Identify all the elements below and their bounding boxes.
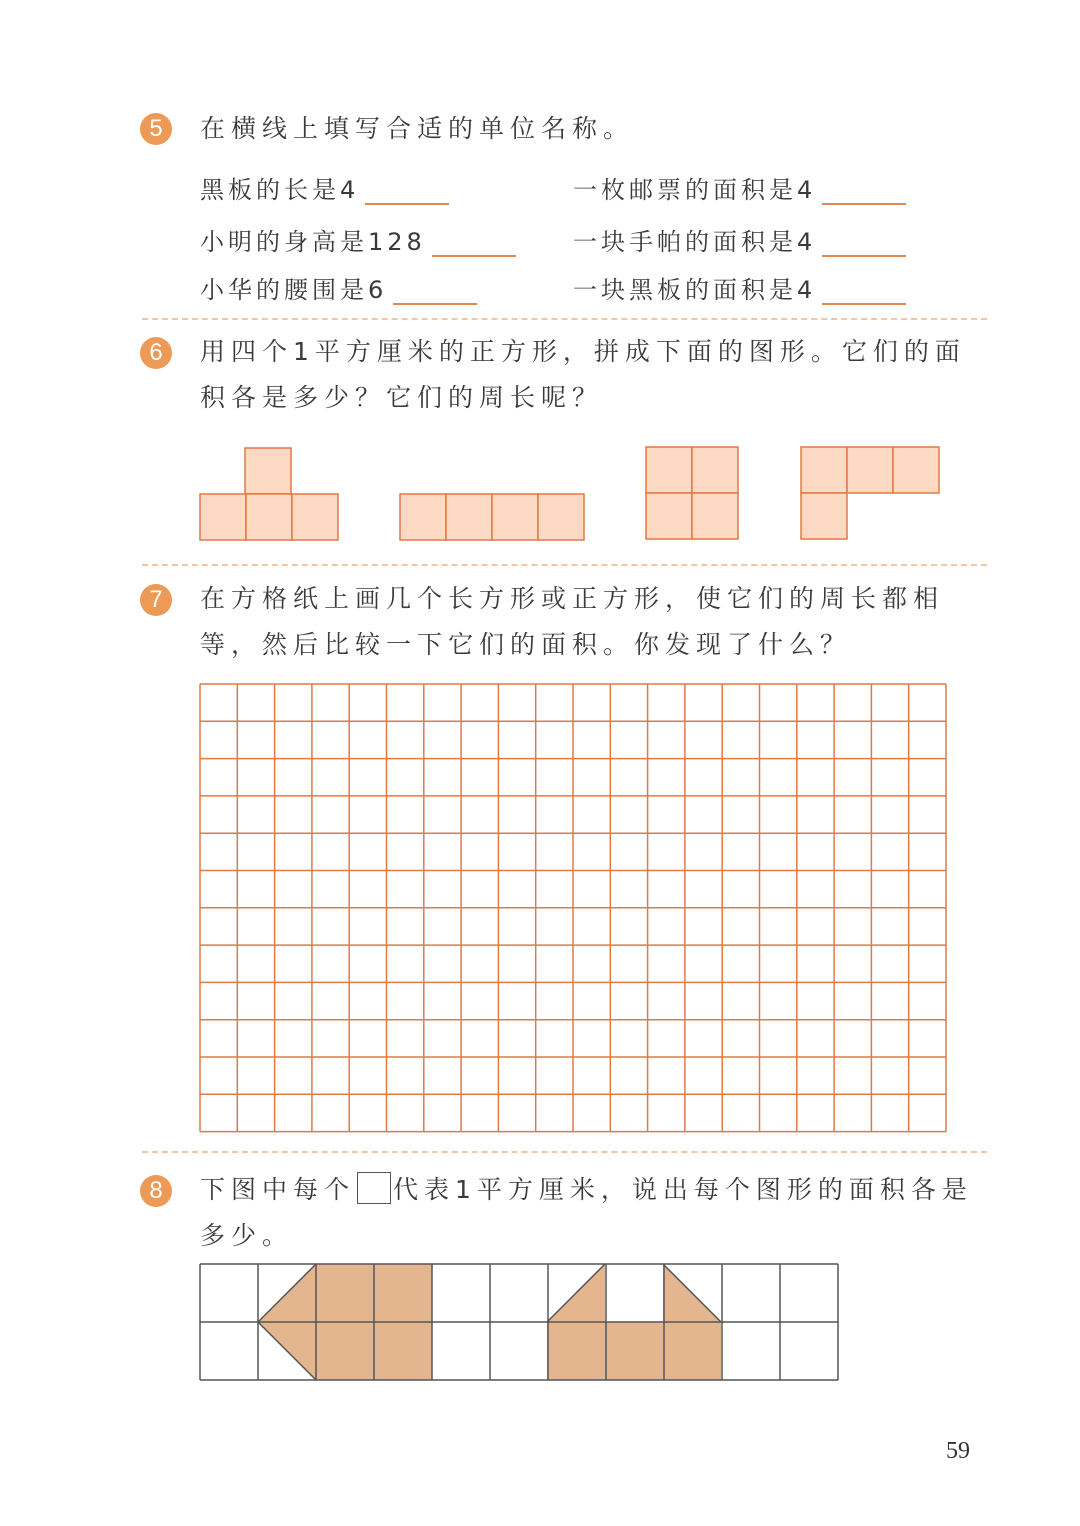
question-7-badge: 7 xyxy=(140,584,172,616)
question-5-text: 在横线上填写合适的单位名称。 xyxy=(200,114,635,143)
question-6-badge: 6 xyxy=(140,337,172,369)
question-7-text: 在方格纸上画几个长方形或正方形，使它们的周长都相等，然后比较一下它们的面积。你发现了什么？ xyxy=(200,584,945,659)
question-5-badge: 5 xyxy=(140,113,172,145)
q8-text-after: 代表1平方厘米，说出每个图形的面积各是多少。 xyxy=(200,1175,973,1250)
q8-text-before: 下图中每个 xyxy=(200,1175,356,1204)
page-number: 59 xyxy=(946,1438,970,1464)
q5-item-3-text: 小明的身高是128 xyxy=(200,228,426,256)
q5-item-5-text: 小华的腰围是6 xyxy=(200,276,388,304)
q8-grid-lines xyxy=(200,1264,838,1380)
q5-item-1-text: 黑板的长是4 xyxy=(200,176,360,204)
question-6-text: 用四个1平方厘米的正方形，拼成下面的图形。它们的面积各是多少？它们的周长呢？ xyxy=(200,337,966,412)
question-8-badge: 8 xyxy=(140,1175,172,1207)
q5-item-4-text: 一块手帕的面积是4 xyxy=(573,228,817,256)
q5-item-2-text: 一枚邮票的面积是4 xyxy=(573,176,817,204)
q5-item-6-text: 一块黑板的面积是4 xyxy=(573,276,817,304)
